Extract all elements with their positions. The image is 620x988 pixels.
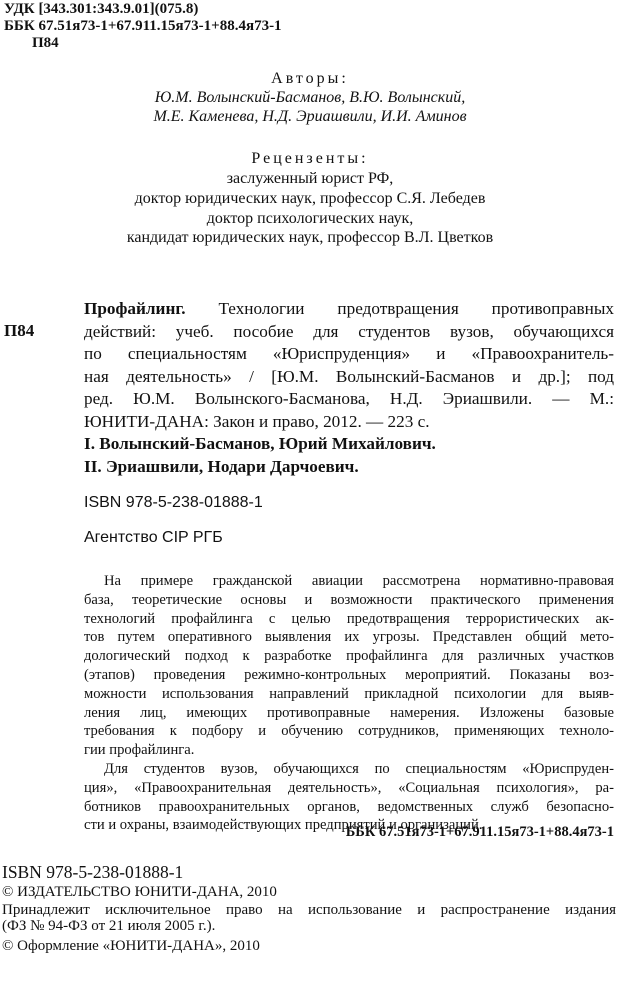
catalog-line (84, 298, 614, 321)
book-title: Профайлинг. (84, 299, 186, 318)
catalog-entry: I. Волынский-Басманов, Юрий Михайлович. (84, 434, 436, 453)
authors-heading: Авторы: (271, 70, 349, 87)
abstract (84, 572, 614, 835)
catalog-line: ЮНИТИ-ДАНА: Закон и право, 2012. — 223 с. (84, 411, 430, 431)
reviewer-line: доктор психологических наук, (206, 210, 414, 227)
footer-rights-line: Принадлежит исключительное право на использование и распространение издания (2, 902, 616, 918)
reviewers-heading: Рецензенты: (251, 150, 369, 167)
bbk-code-bottom: ББК 67.51я73-1+67.911.15я73-1+88.4я73-1 (345, 824, 614, 840)
catalog-line-text: Технологии предотвращения противоправных (218, 299, 614, 318)
abstract-line: (этапов) проведения режимно-контрольных мероприятий. Показаны воз- (84, 666, 614, 683)
authors-line: Ю.М. Волынский-Басманов, В.Ю. Волынский, (154, 89, 466, 106)
catalog-line: по специальностям «Юриспруденция» и «Правоохранитель- (84, 344, 614, 363)
abstract-line: ция», «Правоохранительная деятельность», «Социальная психология», ра- (84, 779, 614, 796)
catalog-description (84, 298, 614, 433)
footer-isbn: ISBN 978-5-238-01888-1 (2, 862, 184, 882)
catalog-entry: II. Эриашвили, Нодари Дарчоевич. (84, 457, 359, 476)
abstract-line: Для студентов вузов, обучающихся по специальностям «Юриспруден- (104, 760, 614, 777)
footer-copyright: © ИЗДАТЕЛЬСТВО ЮНИТИ-ДАНА, 2010 (2, 884, 277, 900)
abstract-line: дологический подход к разработке профайлинга для различных участков (84, 648, 614, 665)
abstract-line: сти и охраны, взаимодействующих предприятий и организаций. (84, 817, 483, 834)
udk-code: УДК [343.301:343.9.01](075.8) (4, 1, 199, 17)
bbk-code: ББК 67.51я73-1+67.911.15я73-1+88.4я73-1 (4, 18, 282, 34)
catalog-line: ная деятельность» / [Ю.М. Волынский-Басманов и др.]; под (84, 366, 614, 386)
footer-design-copyright: © Оформление «ЮНИТИ-ДАНА», 2010 (2, 938, 260, 954)
abstract-line: технологий профайлинга с целью предотвращения террористических ак- (84, 610, 614, 627)
reviewer-line: кандидат юридических наук, профессор В.Л. Цветков (126, 229, 494, 246)
abstract-line: тов путем оперативного выявления их угрозы. Представлен общий мето- (84, 629, 614, 646)
catalog-line: действий: учеб. пособие для студентов вузов, обучающихся (84, 321, 614, 341)
abstract-line: На примере гражданской авиации рассмотрена нормативно-правовая (104, 573, 614, 589)
catalog-agency: Агентство CIP РГБ (84, 529, 223, 546)
abstract-line: требования к подбору и обучению сотрудников, применяющих техноло- (84, 723, 614, 740)
catalog-isbn: ISBN 978-5-238-01888-1 (84, 494, 263, 511)
abstract-line: ботников правоохранительных органов, ведомственных служб безопасно- (84, 798, 614, 815)
abstract-line: можности использования направлений прикладной психологии для выяв- (84, 685, 614, 702)
catalog-line: ред. Ю.М. Волынского-Басманова, Н.Д. Эриашвили. — М.: (84, 389, 614, 408)
abstract-line: база, теоретические основы и возможности практического применения (84, 591, 614, 608)
abstract-line: гии профайлинга. (84, 742, 195, 759)
author-sign-top: П84 (32, 35, 59, 51)
abstract-line: ления лиц, имеющих противоправные намерения. Изложены базовые (84, 704, 614, 721)
reviewer-line: доктор юридических наук, профессор С.Я. Лебедев (134, 190, 486, 207)
footer-rights-line: (ФЗ № 94-ФЗ от 21 июля 2005 г.). (2, 918, 216, 934)
footer-rights (2, 902, 616, 934)
authors-line: М.Е. Каменева, Н.Д. Эриашвили, И.И. Аминов (153, 108, 467, 125)
reviewer-line: заслуженный юрист РФ, (226, 170, 394, 187)
author-sign-left: П84 (4, 321, 35, 340)
